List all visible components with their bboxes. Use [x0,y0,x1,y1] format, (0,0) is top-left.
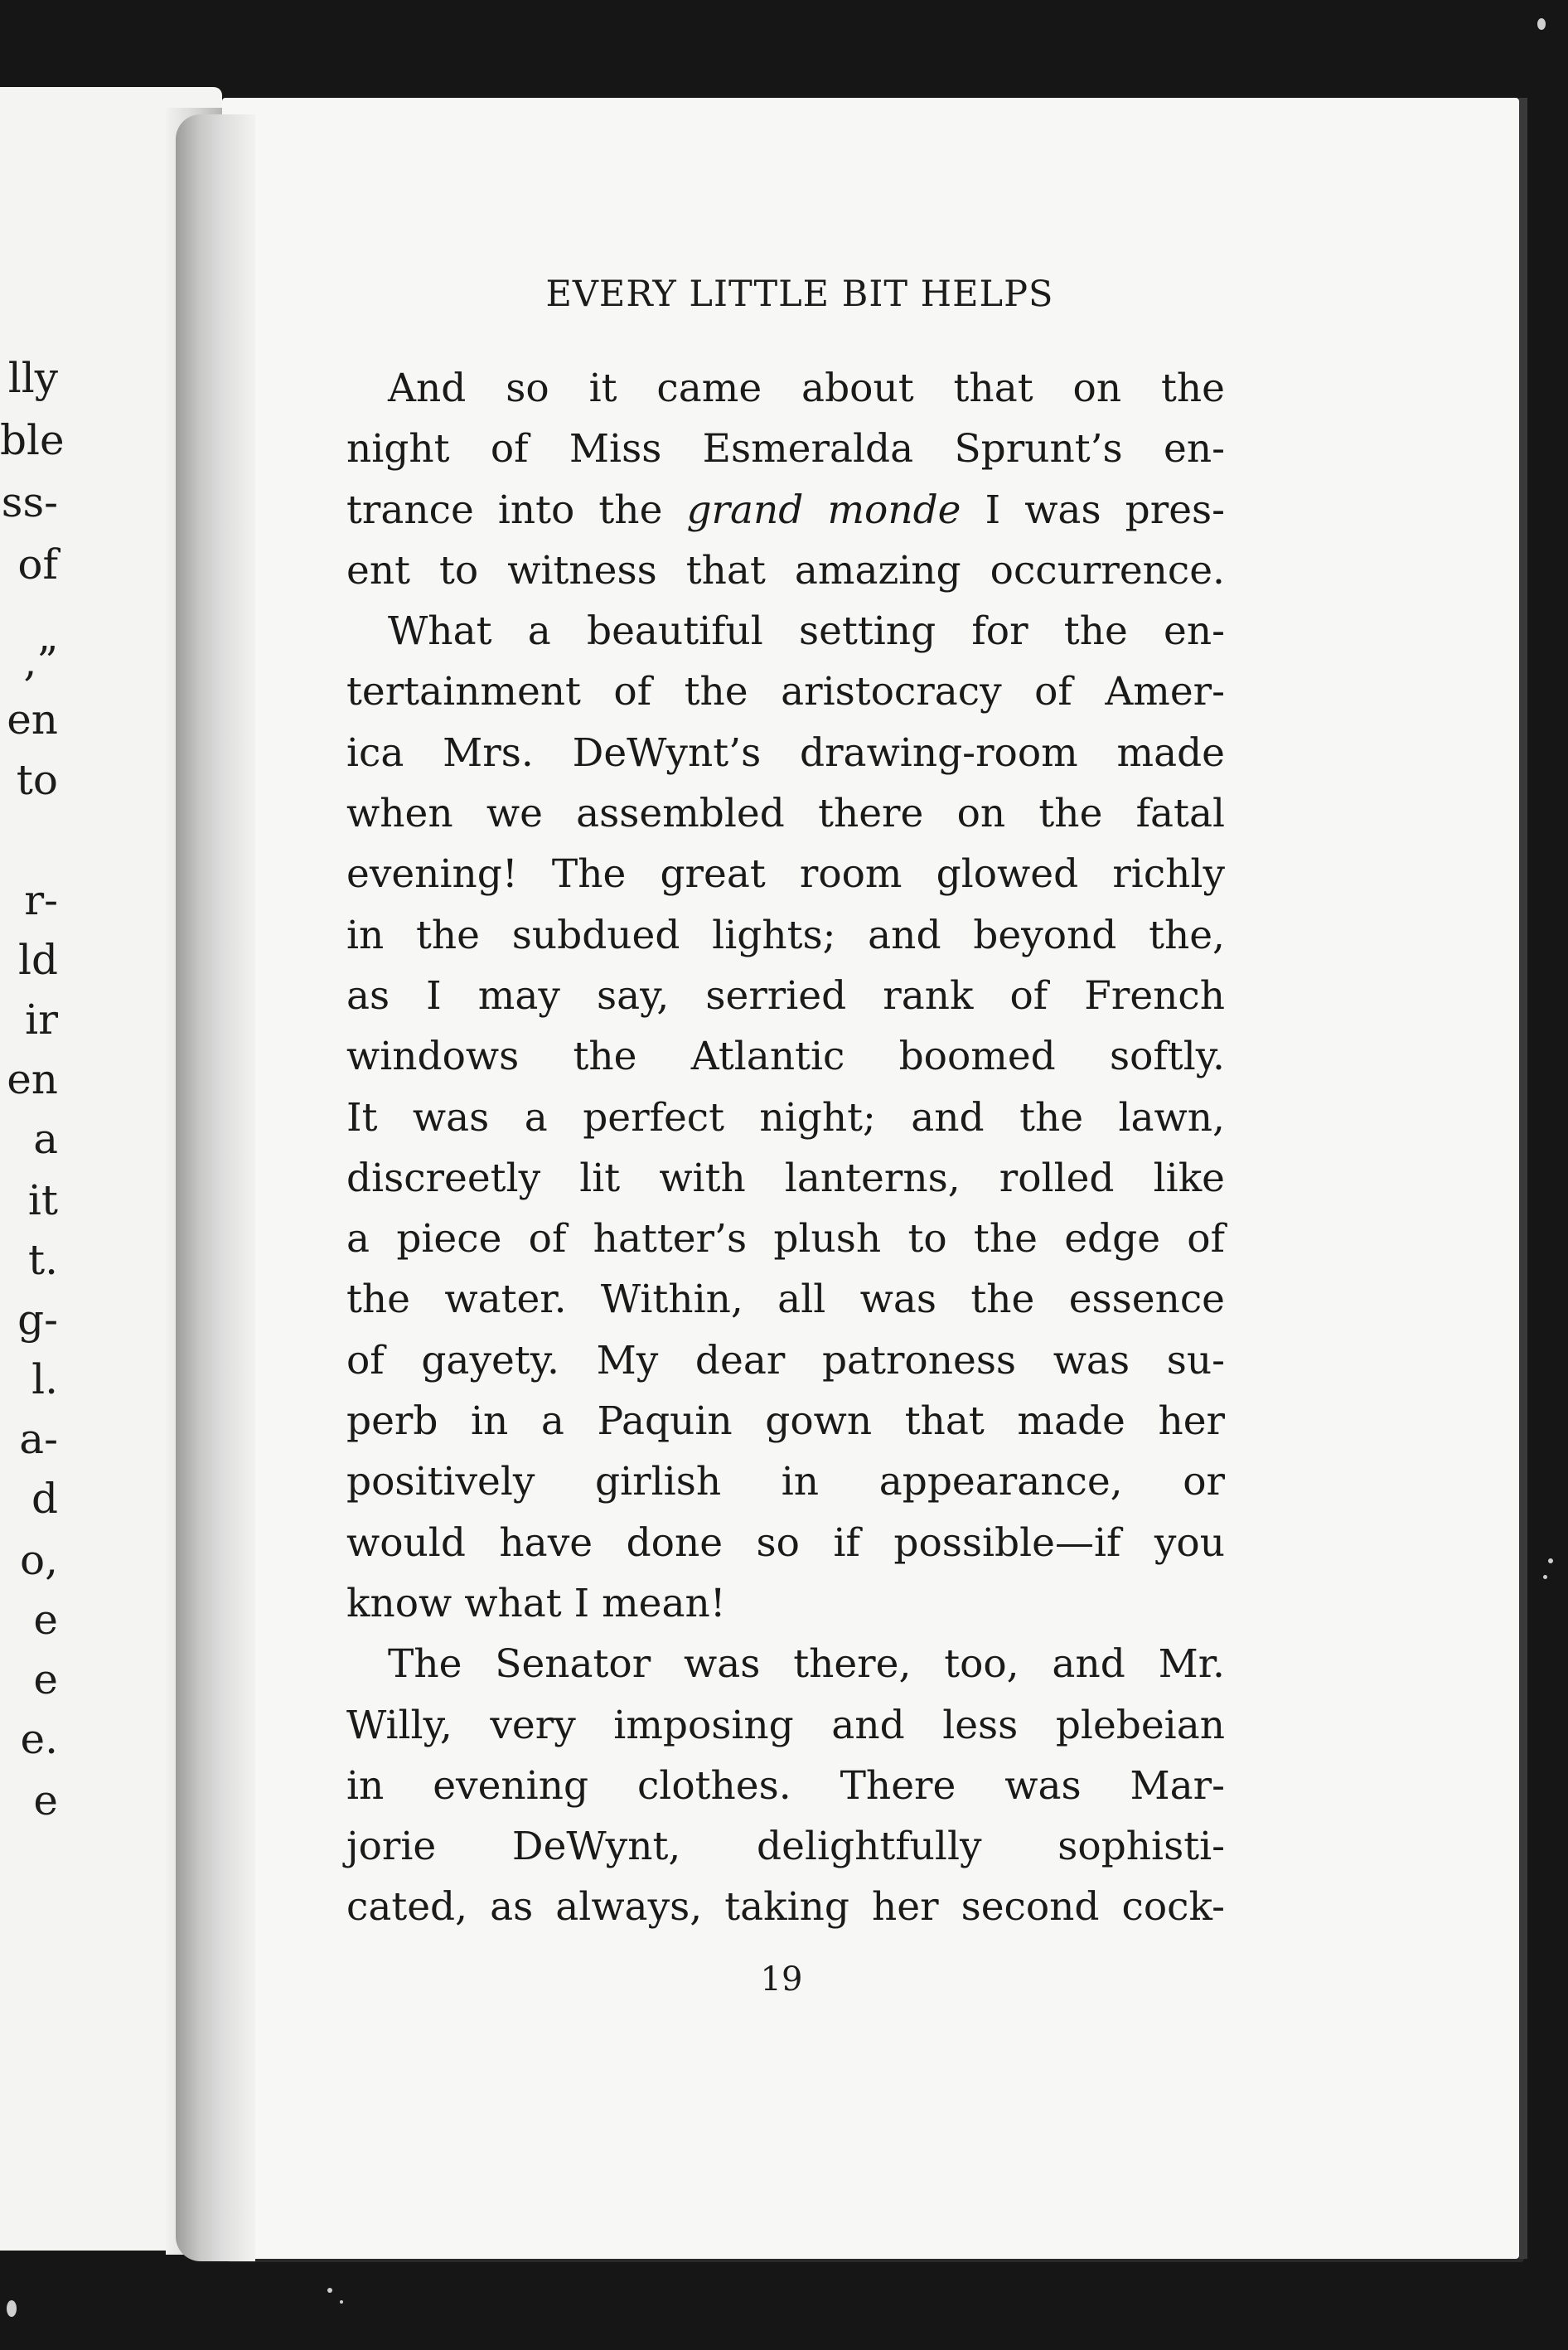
text-line: would have done so if possible—if you [346,1519,1225,1566]
text-line: know what I mean! [346,1580,726,1626]
dust-speck [7,2300,17,2317]
text-line: What a beautiful setting for the en- [388,608,1225,655]
left-page-fragment: ble [0,416,65,464]
left-page-fragment: e [33,1596,58,1644]
left-page-fragment: lly [7,354,58,402]
left-page-fragment: ,” [23,637,58,686]
text-line-start: trance into the [346,487,687,533]
left-page-fragment: en [7,695,58,744]
text-line [346,480,1225,540]
page-number: 19 [760,1960,803,1999]
left-page-fragment: en [7,1055,58,1103]
left-page-fragment: ss- [1,478,58,526]
dust-speck [327,2288,332,2293]
running-head: EVERY LITTLE BIT HELPS [545,274,1054,315]
left-page-fragment: e [33,1776,58,1824]
left-page-fragment: r- [24,876,58,924]
text-line: the water. Within, all was the essence [346,1277,1225,1323]
dust-speck [1543,1575,1547,1579]
text-line: Willy, very imposing and less plebeian [346,1702,1225,1748]
text-line: jorie DeWynt, delightfully sophisti- [346,1824,1225,1870]
text-line: positively girlish in appearance, or [346,1459,1225,1505]
text-line: perb in a Paquin gown that made her [346,1398,1225,1445]
left-page-fragment: d [31,1475,58,1523]
text-line: night of Miss Esmeralda Sprunt’s en- [346,426,1225,472]
dust-speck [1548,1558,1553,1563]
left-page-fragment: e. [20,1715,58,1763]
text-line: cated, as always, taking her second cock- [346,1884,1225,1931]
left-page-fragment: of [17,540,58,589]
body-text [346,358,1225,1938]
left-page-fragment: g- [17,1296,58,1344]
page-edge [1519,98,1527,2259]
text-line: evening! The great room glowed richly [346,851,1225,898]
text-line: discreetly lit with lanterns, rolled like [346,1155,1225,1201]
text-line: as I may say, serried rank of French [346,972,1225,1019]
text-line: ica Mrs. DeWynt’s drawing-room made [346,729,1225,776]
left-page-fragment: e [33,1655,58,1703]
text-line: And so it came about that on the [388,366,1225,411]
text-line: a piece of hatter’s plush to the edge of [346,1216,1225,1262]
left-page-fragment: to [16,756,58,804]
text-line: windows the Atlantic boomed softly. [346,1034,1225,1080]
text-line: ent to witness that amazing occurrence. [346,547,1225,594]
left-page-fragment: t. [28,1236,58,1284]
left-page-fragment: ld [18,936,58,984]
text-line: It was a perfect night; and the lawn, [346,1094,1225,1141]
dust-speck [1537,18,1546,30]
left-page-fragment: a- [19,1415,58,1463]
text-line: The Senator was there, too, and Mr. [388,1641,1225,1688]
left-page-fragment: l. [31,1355,58,1403]
text-line: in evening clothes. There was Mar- [346,1762,1225,1809]
text-line: tertainment of the aristocracy of Amer- [346,669,1225,715]
binding-shadow [176,114,255,2261]
italic-phrase: grand monde [686,487,961,533]
dust-speck [340,2300,343,2304]
left-page-fragment: ir [25,996,58,1044]
text-line: of gayety. My dear patroness was su- [346,1337,1225,1383]
text-line-end: I was pres- [961,487,1226,533]
text-line: when we assembled there on the fatal [346,791,1225,837]
left-page-fragment: a [33,1115,58,1163]
left-page-fragment: it [27,1176,58,1224]
text-line: in the subdued lights; and beyond the, [346,912,1225,958]
left-page-fragment: o, [20,1536,58,1584]
